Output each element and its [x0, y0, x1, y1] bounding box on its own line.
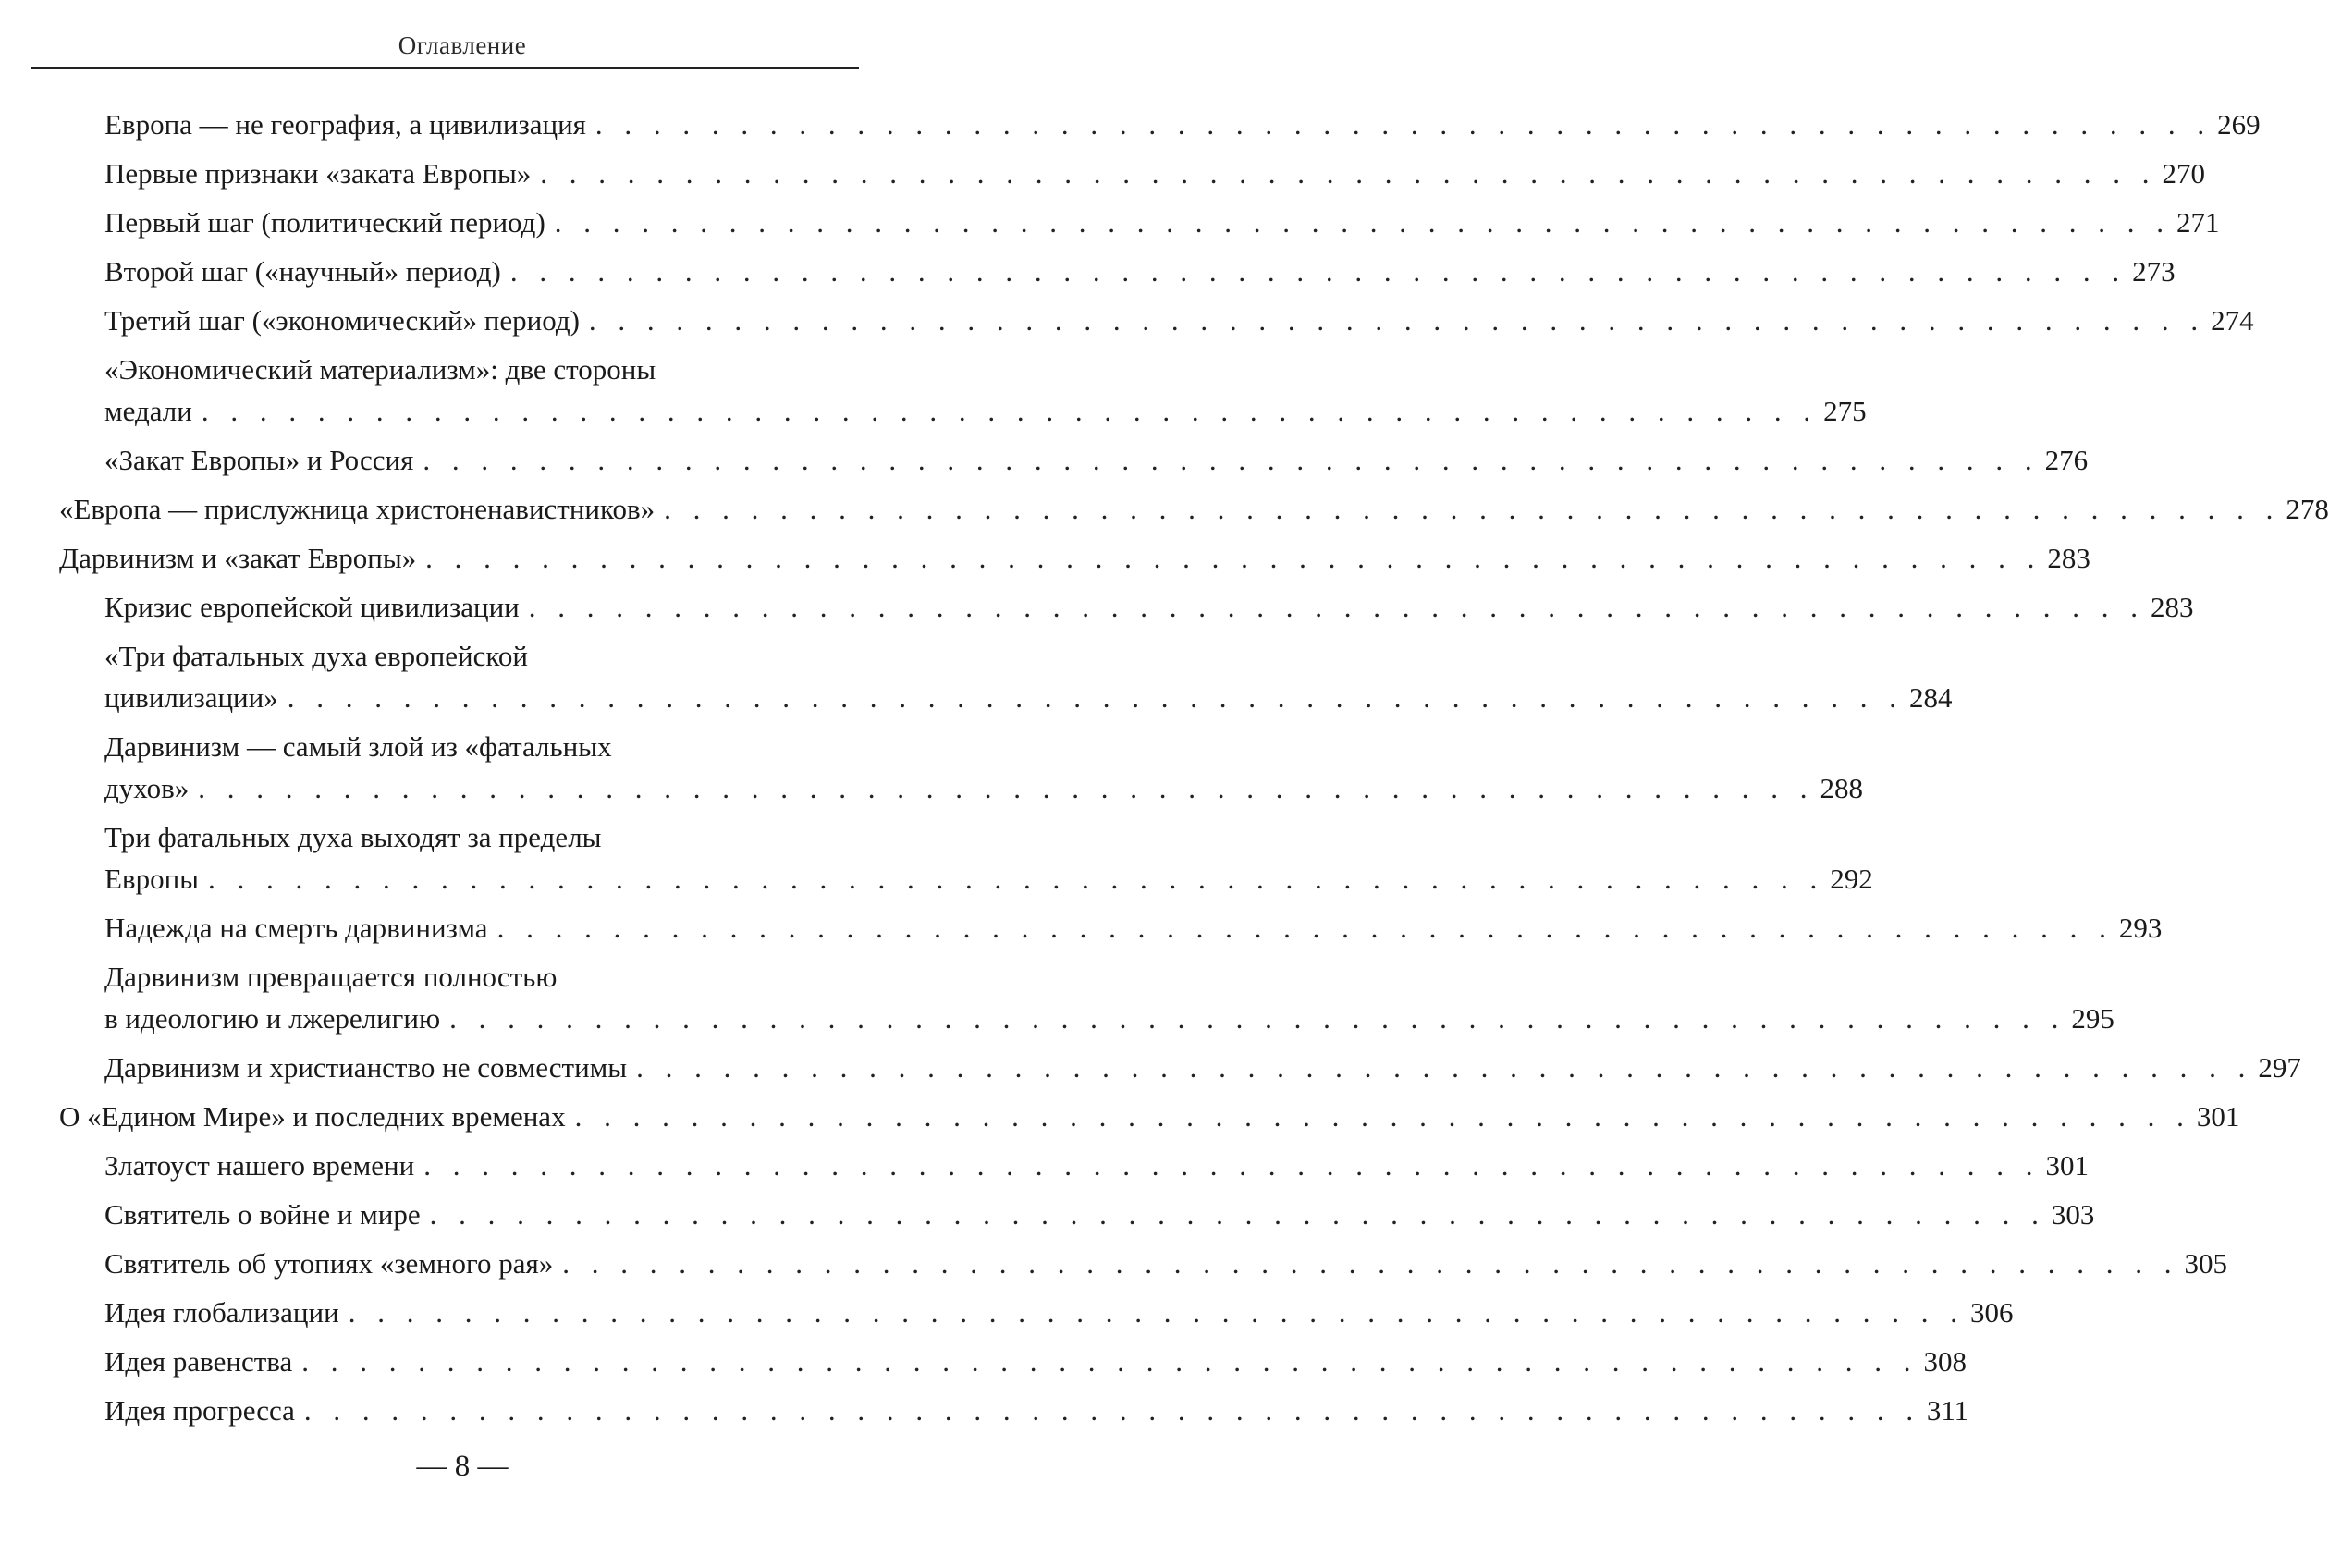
toc-entry-title: Второй шаг («научный» период)	[104, 255, 501, 288]
toc-entry-page: 293	[2118, 912, 2163, 944]
dot-leader: . . . . . . . . . . . . . . . . . . . . . . . . . . . . . . . . . . . . . . . . . . . . . . . . . . . . . . . .	[425, 542, 2042, 574]
toc-entry	[104, 104, 2261, 145]
dot-leader: . . . . . . . . . . . . . . . . . . . . . . . . . . . . . . . . . . . . . . . . . . . . . . . . . . . . . . . .	[198, 772, 1815, 804]
toc-entry-page: 306	[1969, 1296, 2014, 1329]
toc-entry-title: Третий шаг («экономический» период)	[104, 304, 580, 337]
toc-entry-page: 283	[2151, 591, 2194, 623]
toc-chapter	[59, 488, 2329, 530]
dot-leader: . . . . . . . . . . . . . . . . . . . . . . . . . . . . . . . . . . . . . . . . . . . . . . . . . . . . . . . .	[554, 206, 2172, 239]
toc-chapter	[59, 537, 2090, 579]
toc-entry-page: 276	[2044, 444, 2089, 476]
dot-leader: . . . . . . . . . . . . . . . . . . . . . . . . . . . . . . . . . . . . . . . . . . . . . . . . . . . . . . . .	[562, 1247, 2179, 1280]
toc-entry-page: 303	[2051, 1198, 2095, 1231]
toc-chapter-page: 283	[2047, 542, 2090, 574]
toc-chapter-page: 278	[2286, 493, 2329, 525]
dot-leader: . . . . . . . . . . . . . . . . . . . . . . . . . . . . . . . . . . . . . . . . . . . . . . . . . . . . . . . .	[301, 1345, 1918, 1378]
toc-entry-title-continued: цивилизации»	[104, 681, 278, 714]
toc-entry-page: 301	[2045, 1149, 2089, 1182]
dot-leader: . . . . . . . . . . . . . . . . . . . . . . . . . . . . . . . . . . . . . . . . . . . . . . . . . . . . . . . .	[303, 1394, 1921, 1427]
toc-entry-page: 271	[2176, 206, 2220, 239]
toc-entry-page: 311	[1926, 1394, 1969, 1427]
page-number: — 8 —	[416, 1450, 509, 1483]
dot-leader: . . . . . . . . . . . . . . . . . . . . . . . . . . . . . . . . . . . . . . . . . . . . . . . . . . . . . . . .	[509, 255, 2127, 288]
toc-entry	[104, 153, 2206, 194]
dot-leader: . . . . . . . . . . . . . . . . . . . . . . . . . . . . . . . . . . . . . . . . . . . . . . . . . . . . . . . .	[348, 1296, 1965, 1329]
dot-leader: . . . . . . . . . . . . . . . . . . . . . . . . . . . . . . . . . . . . . . . . . . . . . . . . . . . . . . . .	[201, 395, 1819, 427]
dot-leader: . . . . . . . . . . . . . . . . . . . . . . . . . . . . . . . . . . . . . . . . . . . . . . . . . . . . . . . .	[429, 1198, 2046, 1231]
toc-entry-page: 305	[2184, 1247, 2227, 1280]
toc-chapter-title: «Европа — прислужница христоненавистников»	[59, 493, 656, 525]
toc-entry-title-continued: медали	[104, 395, 192, 427]
toc-entry	[104, 635, 1953, 718]
toc-entry-title: Дарвинизм — самый злой из «фатальных	[104, 730, 612, 763]
toc-entry	[104, 1341, 1967, 1382]
toc-entry-title: Святитель о войне и мире	[104, 1198, 421, 1231]
dot-leader: . . . . . . . . . . . . . . . . . . . . . . . . . . . . . . . . . . . . . . . . . . . . . . . . . . . . . . . .	[496, 912, 2114, 944]
toc-entry-title: Святитель об утопиях «земного рая»	[104, 1247, 554, 1280]
toc-entry-title: Дарвинизм превращается полностью	[104, 961, 558, 993]
toc-entry	[104, 907, 2163, 949]
toc-entry-title: Надежда на смерть дарвинизма	[104, 912, 488, 944]
running-head: Оглавление	[398, 31, 527, 59]
toc-entry	[104, 816, 1873, 900]
dot-leader: . . . . . . . . . . . . . . . . . . . . . . . . . . . . . . . . . . . . . . . . . . . . . . . . . . . . . . . .	[588, 304, 2206, 337]
table-of-contents	[0, 104, 2329, 1439]
dot-leader: . . . . . . . . . . . . . . . . . . . . . . . . . . . . . . . . . . . . . . . . . . . . . . . . . . . . . . . .	[540, 157, 2157, 190]
toc-chapter-title: Дарвинизм и «закат Европы»	[59, 542, 417, 574]
dot-leader: . . . . . . . . . . . . . . . . . . . . . . . . . . . . . . . . . . . . . . . . . . . . . . . . . . . . . . . .	[449, 1002, 2066, 1035]
toc-entry-title: Первые признаки «заката Европы»	[104, 157, 532, 190]
toc-entry	[104, 726, 1863, 809]
toc-entry-page: 308	[1923, 1345, 1967, 1378]
toc-entry-page: 288	[1820, 772, 1863, 804]
toc-entry-title-continued: в идеологию и лжерелигию	[104, 1002, 441, 1035]
toc-entry	[104, 1243, 2227, 1284]
header-rule	[31, 67, 859, 69]
toc-entry	[104, 1292, 2014, 1333]
toc-entry-title: Идея глобализации	[104, 1296, 339, 1329]
toc-entry-page: 292	[1830, 863, 1873, 895]
dot-leader: . . . . . . . . . . . . . . . . . . . . . . . . . . . . . . . . . . . . . . . . . . . . . . . . . . . . . . . .	[287, 681, 1904, 714]
toc-entry-title: Европа — не география, а цивилизация	[104, 108, 586, 141]
toc-entry-title: «Закат Европы» и Россия	[104, 444, 414, 476]
toc-entry-page: 275	[1823, 395, 1867, 427]
toc-entry-title: Идея равенства	[104, 1345, 293, 1378]
toc-entry	[104, 1145, 2089, 1186]
toc-chapter-title: О «Едином Мире» и последних временах	[59, 1100, 566, 1133]
dot-leader: . . . . . . . . . . . . . . . . . . . . . . . . . . . . . . . . . . . . . . . . . . . . . . . . . . . . . . . .	[423, 444, 2040, 476]
dot-leader: . . . . . . . . . . . . . . . . . . . . . . . . . . . . . . . . . . . . . . . . . . . . . . . . . . . . . . . .	[595, 108, 2213, 141]
toc-entry-title: Три фатальных духа выходят за пределы	[104, 821, 602, 853]
toc-entry-title: Дарвинизм и христианство не совместимы	[104, 1051, 628, 1084]
toc-entry	[104, 586, 2194, 628]
toc-entry-title: Кризис европейской цивилизации	[104, 591, 520, 623]
toc-entry-title-continued: Европы	[104, 863, 199, 895]
toc-entry	[104, 300, 2254, 341]
toc-entry	[104, 956, 2114, 1039]
toc-entry-page: 284	[1909, 681, 1953, 714]
toc-entry-page: 269	[2217, 108, 2261, 141]
toc-entry	[104, 1194, 2095, 1235]
toc-entry-page: 297	[2258, 1051, 2301, 1084]
toc-entry	[104, 202, 2220, 243]
toc-entry-page: 295	[2071, 1002, 2114, 1035]
toc-entry-title-continued: духов»	[104, 772, 190, 804]
toc-entry-title: «Экономический материализм»: две стороны	[104, 353, 656, 386]
toc-entry	[104, 349, 1867, 432]
toc-entry-title: «Три фатальных духа европейской	[104, 640, 528, 672]
toc-entry-title: Первый шаг (политический период)	[104, 206, 545, 239]
toc-entry-title: Идея прогресса	[104, 1394, 295, 1427]
toc-entry-page: 270	[2162, 157, 2206, 190]
dot-leader: . . . . . . . . . . . . . . . . . . . . . . . . . . . . . . . . . . . . . . . . . . . . . . . . . . . . . . . .	[528, 591, 2146, 623]
toc-entry-page: 273	[2132, 255, 2176, 288]
toc-entry	[104, 1390, 1969, 1431]
dot-leader: . . . . . . . . . . . . . . . . . . . . . . . . . . . . . . . . . . . . . . . . . . . . . . . . . . . . . . . .	[636, 1051, 2253, 1084]
toc-chapter	[59, 1096, 2240, 1137]
dot-leader: . . . . . . . . . . . . . . . . . . . . . . . . . . . . . . . . . . . . . . . . . . . . . . . . . . . . . . . .	[208, 863, 1825, 895]
toc-entry	[104, 439, 2089, 481]
toc-entry	[104, 251, 2176, 292]
toc-entry-page: 274	[2211, 304, 2254, 337]
toc-entry-title: Златоуст нашего времени	[104, 1149, 415, 1182]
dot-leader: . . . . . . . . . . . . . . . . . . . . . . . . . . . . . . . . . . . . . . . . . . . . . . . . . . . . . . . .	[423, 1149, 2041, 1182]
dot-leader: . . . . . . . . . . . . . . . . . . . . . . . . . . . . . . . . . . . . . . . . . . . . . . . . . . . . . . . .	[664, 493, 2281, 525]
dot-leader: . . . . . . . . . . . . . . . . . . . . . . . . . . . . . . . . . . . . . . . . . . . . . . . . . . . . . . . .	[574, 1100, 2191, 1133]
toc-chapter-page: 301	[2196, 1100, 2240, 1133]
toc-entry	[104, 1047, 2301, 1088]
